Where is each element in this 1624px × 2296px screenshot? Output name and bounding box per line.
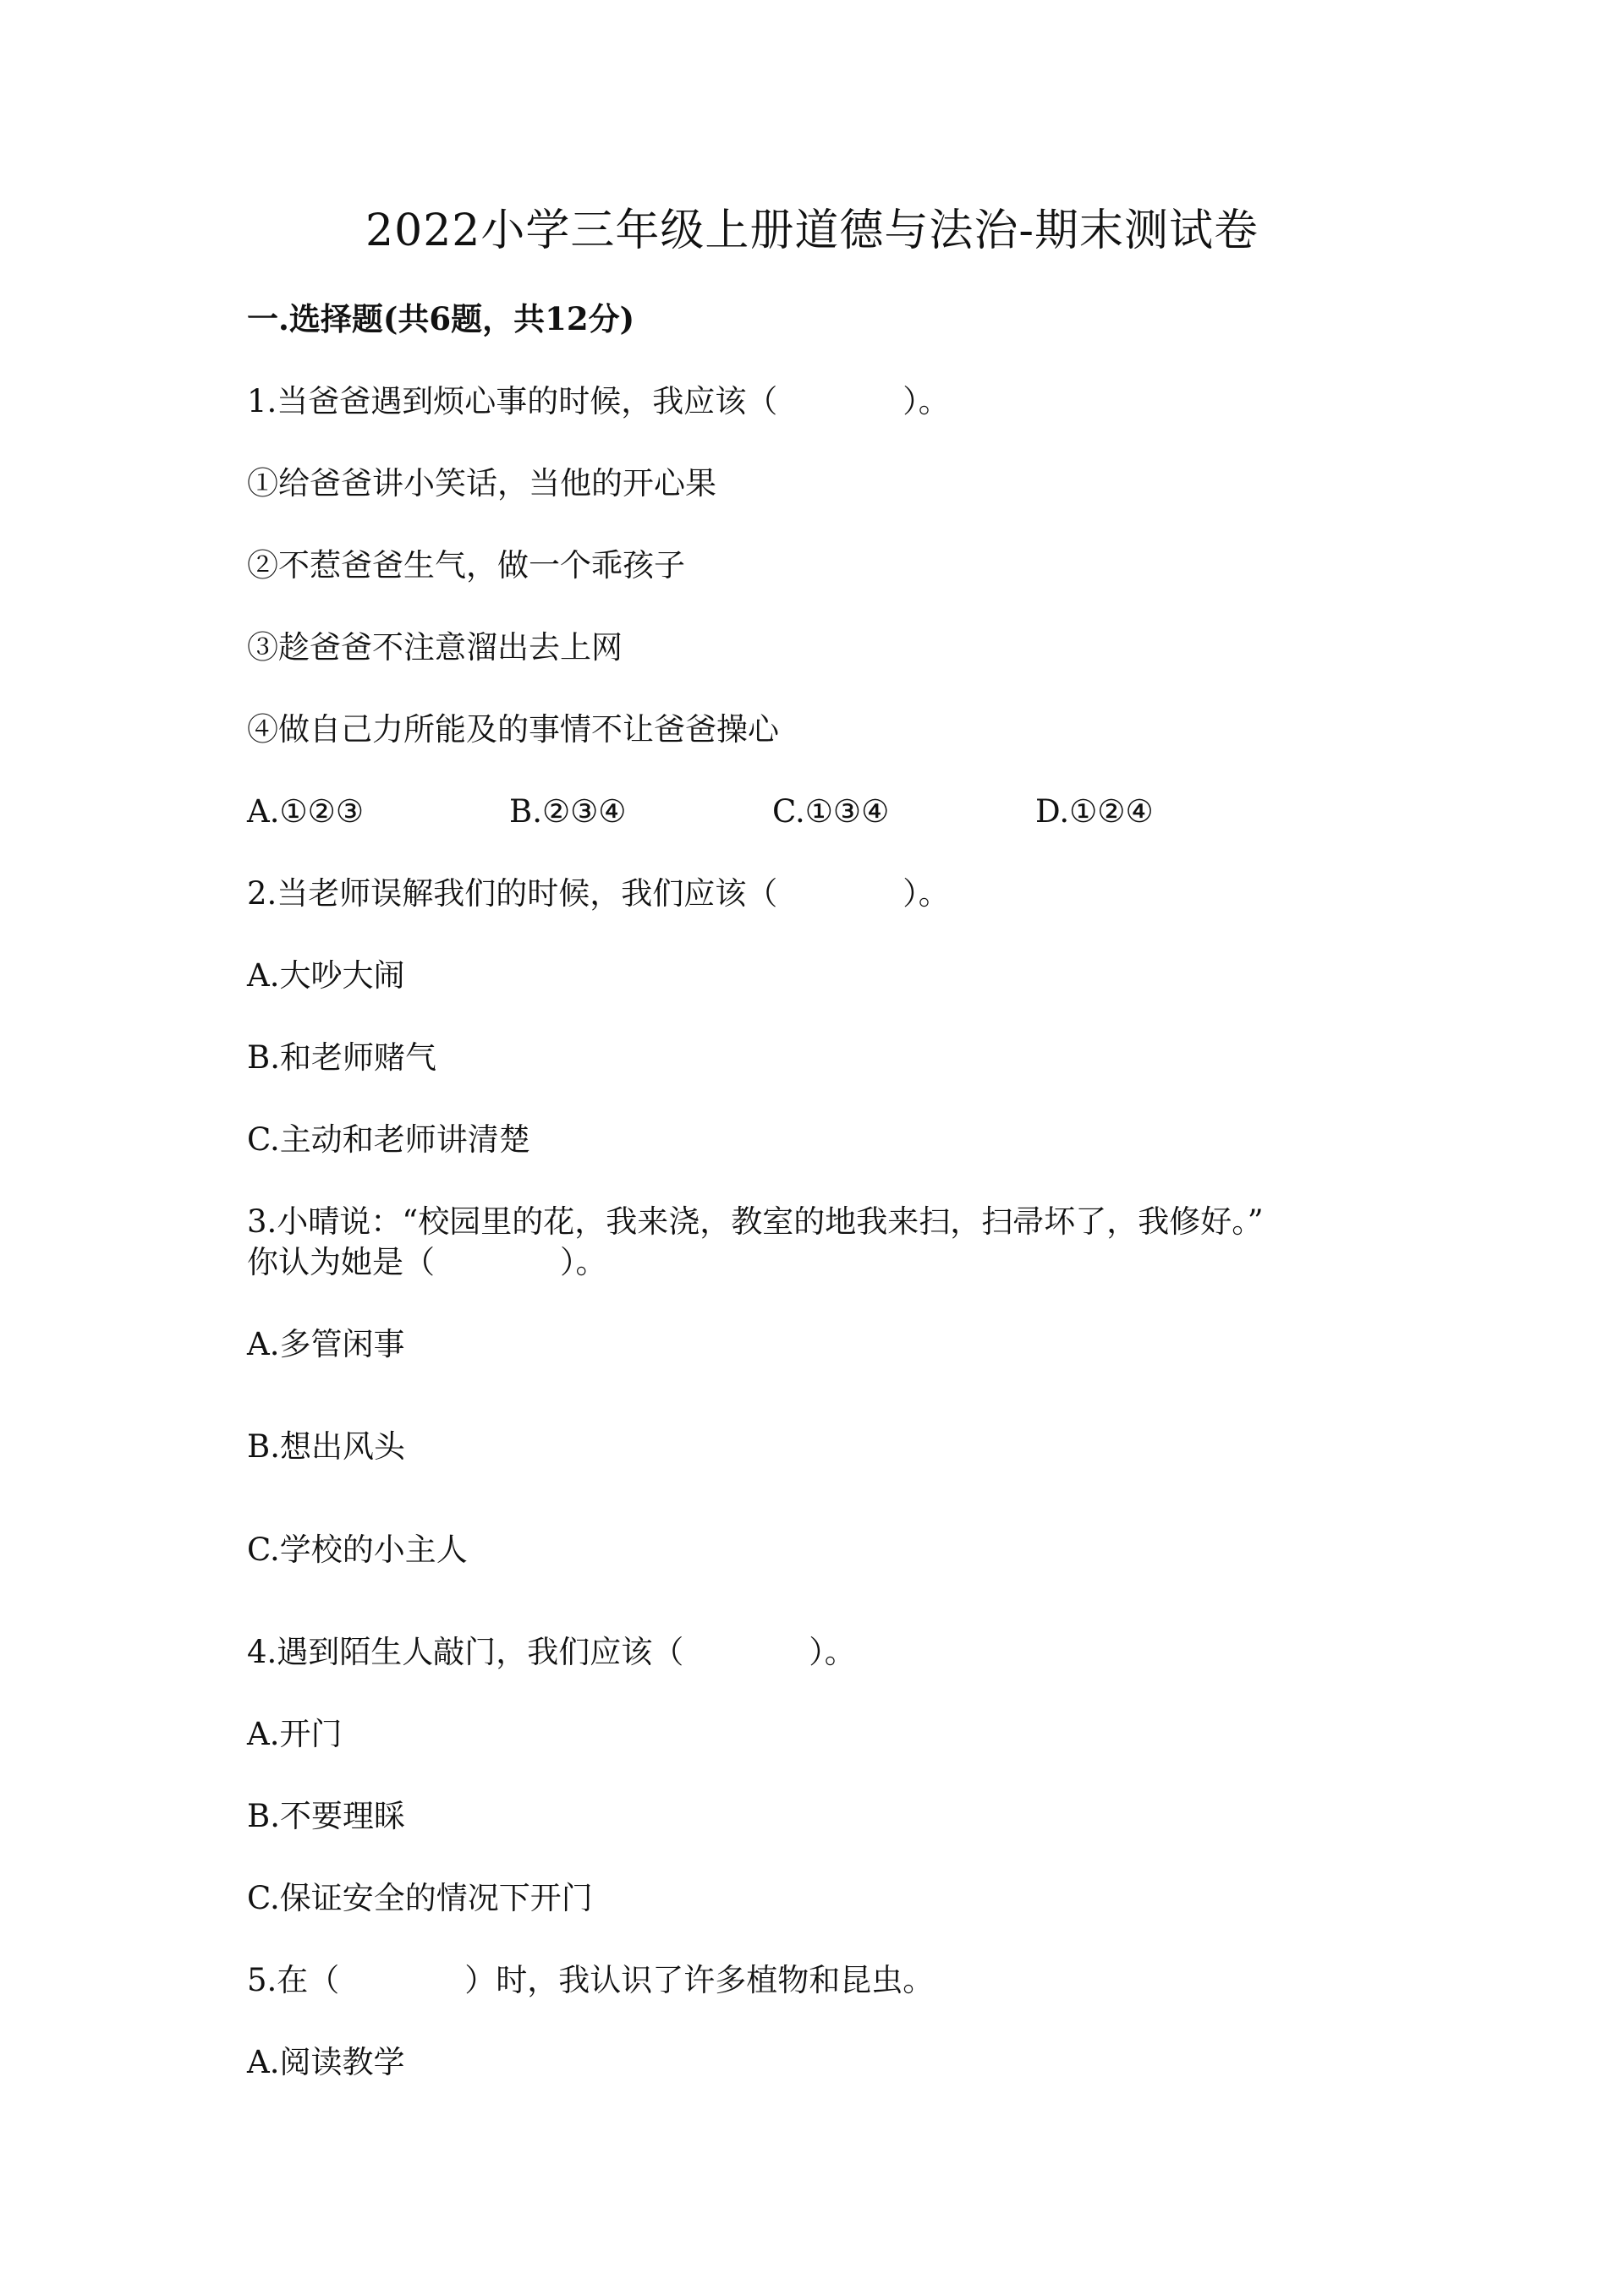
question-4-option-c: C.保证安全的情况下开门 [247,1880,593,1916]
question-2-option-c: C.主动和老师讲清楚 [247,1121,530,1158]
page-title: 2022小学三年级上册道德与法治-期末测试卷 [365,205,1259,256]
question-1-option-c: C.①③④ [772,793,890,830]
section-heading: 一.选择题(共6题，共12分) [247,300,635,337]
question-1-option-b: B.②③④ [509,793,627,830]
question-1-options [0,791,1624,833]
question-1-statement-2: ②不惹爸爸生气，做一个乖孩子 [247,547,685,584]
question-1-option-a: A.①②③ [247,793,364,830]
question-4-option-a: A.开门 [247,1716,343,1752]
question-2-option-a: A.大吵大闹 [247,957,405,994]
question-1-stem: 1.当爸爸遇到烦心事的时候，我应该（ ）。 [247,383,950,419]
question-4-option-b: B.不要理睬 [247,1798,405,1834]
question-3-stem-line-2: 你认为她是（ ）。 [247,1244,607,1280]
question-3-stem-line-1: 3.小晴说：“校园里的花，我来浇，教室的地我来扫，扫帚坏了，我修好。” [247,1203,1264,1240]
question-3-option-c: C.学校的小主人 [247,1532,468,1568]
question-5-stem: 5.在（ ）时，我认识了许多植物和昆虫。 [247,1962,935,1998]
question-1-statement-3: ③趁爸爸不注意溜出去上网 [247,629,623,666]
question-3-option-a: A.多管闲事 [247,1326,405,1362]
question-2-stem: 2.当老师误解我们的时候，我们应该（ ）。 [247,875,950,912]
question-2-option-b: B.和老师赌气 [247,1039,436,1076]
question-1-statement-4: ④做自己力所能及的事情不让爸爸操心 [247,711,779,748]
question-1-statement-1: ①给爸爸讲小笑话，当他的开心果 [247,465,716,501]
question-1-option-d: D.①②④ [1035,793,1154,830]
question-3-option-b: B.想出风头 [247,1428,405,1465]
question-4-stem: 4.遇到陌生人敲门，我们应该（ ）。 [247,1634,856,1670]
question-5-option-a: A.阅读教学 [247,2044,405,2080]
